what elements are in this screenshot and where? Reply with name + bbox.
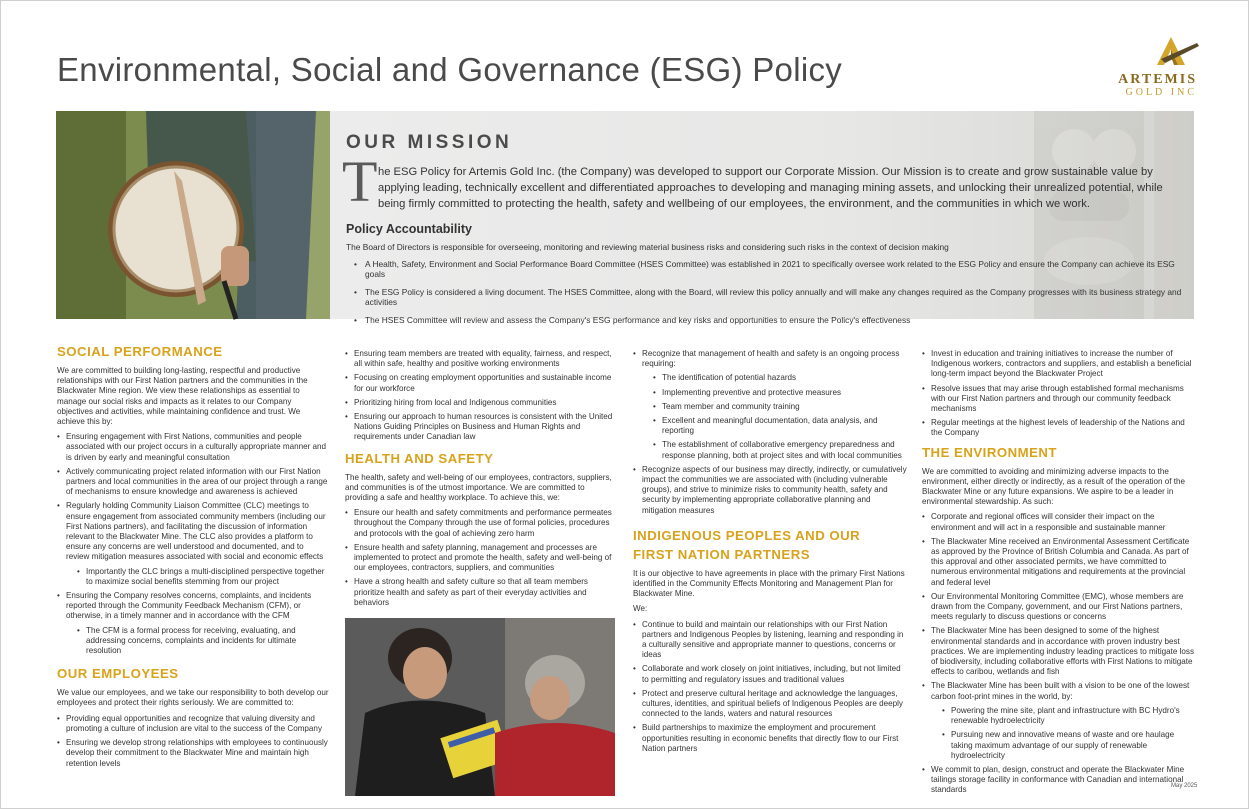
list-item [57, 591, 329, 656]
list-item: • Invest in education and training initiatives to increase the number of Indigenous workers, contractors and suppliers, and establish a beneficial long-term impact beyond the Blackwater Project [922, 349, 1196, 380]
list-item: • Ensuring team members are treated with equality, fairness, and respect, all within safe, healthy and positive working environments [345, 349, 617, 369]
list-item: • Recognize aspects of our business may directly, indirectly, or cumulatively impact the communities we are associated with (including vulnerable groups), and strive to minimize risks to community health, safety and security by implementing appropriate collaborative planning and mitigation measures [633, 465, 907, 516]
health-list [345, 508, 617, 608]
page-title: Environmental, Social and Governance (ESG) Policy [57, 51, 843, 88]
social-list [57, 432, 329, 656]
indigenous-list [633, 620, 907, 754]
employees-intro: We value our employees, and we take our responsibility to both develop our employees and protect their rights seriously. We are committed to: [57, 688, 329, 708]
list-item: • Focusing on creating employment opportunities and sustainable income for our workforce [345, 373, 617, 393]
list-item: • A Health, Safety, Environment and Social Performance Board Committee (HSES Committee) was established in 2021 to specifically oversee work related to the ESG Policy and ensure the Company can achieve its ESG goals [346, 259, 1186, 279]
community-meeting-photo [345, 618, 615, 796]
indigenous-list-continued [922, 349, 1196, 439]
sub-list-item: • Importantly the CLC brings a multi-disciplined perspective together to maximize social benefits stemming from our project [66, 567, 329, 587]
sub-list [642, 373, 907, 460]
list-item: • Providing equal opportunities and recognize that valuing diversity and promoting a culture of inclusion are vital to the success of the Company [57, 714, 329, 734]
column-4 [922, 349, 1196, 800]
indigenous-intro: It is our objective to have agreements in place with the primary First Nations identified in the Community Effects Monitoring and Management Plan for Blackwater Mine. [633, 568, 905, 599]
sub-list-item: • Implementing preventive and protective measures [642, 388, 907, 398]
list-item-text: Regularly holding Community Liaison Committee (CLC) meetings to ensure engagement from associated community members (including our First Nations partners), and facilitating the discussion of information relevant to the Blackwater Mine. The CLC also provides a platform to ensure any concerns are well understood and documented, and to review mitigation measures associated with social and economic effects [66, 501, 326, 562]
column-3 [633, 349, 907, 758]
list-item [57, 501, 329, 587]
accountability-list [346, 259, 1186, 325]
list-item: • Corporate and regional offices will consider their impact on the environment and will act in a responsible and sustainable manner [922, 512, 1196, 532]
list-item: • Ensure our health and safety commitments and performance permeates throughout the Company through the use of formal policies, procedures and protocols with the goal of achieving zero harm [345, 508, 617, 539]
sub-list [66, 626, 329, 657]
social-performance-heading: SOCIAL PERFORMANCE [57, 344, 223, 359]
list-item: • Ensure health and safety planning, management and processes are implemented to protect and promote the health, safety and well-being of our employees, contractors, suppliers, and communities [345, 543, 617, 574]
list-item: • The Blackwater Mine has been designed to some of the highest environmental standards and in accordance with proven industry best practices. We are implementing industry leading practices to mitigate loss of biodiversity, including collaborative efforts with First Nations to mitigate effects to caribou, wetlands and fish [922, 626, 1196, 677]
health-safety-heading: HEALTH AND SAFETY [345, 450, 494, 466]
our-employees-heading: OUR EMPLOYEES [57, 666, 179, 682]
list-item: • Ensuring we develop strong relationships with employees to continuously develop their commitment to the Blackwater Mine and maintain high retention levels [57, 738, 329, 769]
column-1 [57, 342, 329, 773]
list-item: • The Blackwater Mine received an Environmental Assessment Certificate as approved by the Province of British Columbia and Canada. As part of this approval and other associated permits, we have committed to numerous environmental mitigations and requirements at the provincial and federal level [922, 537, 1196, 588]
accountability-intro: The Board of Directors is responsible for overseeing, monitoring and reviewing material business risks and considering such risks in the context of decision making [346, 242, 949, 252]
list-item: • Ensuring engagement with First Nations, communities and people associated with our project occurs in a culturally appropriate manner and is driven by early and meaningful consultation [57, 432, 329, 463]
sub-list-item: • Pursuing new and innovative means of waste and ore haulage taking maximum advantage of our supply of renewable hydroelectricity [931, 730, 1196, 761]
issue-date: May 2025 [1171, 783, 1198, 789]
sub-list-item: • Team member and community training [642, 402, 907, 412]
indigenous-we: We: [633, 604, 648, 614]
health-list-continued [633, 349, 907, 516]
list-item: • Protect and preserve cultural heritage and acknowledge the languages, cultures, identities, and spiritual beliefs of Indigenous Peoples are deeply connected to the lands, waters and natural resources [633, 689, 907, 720]
list-item: • Build partnerships to maximize the employment and procurement opportunities resulting in economic benefits that directly flow to our First Nation partners [633, 723, 907, 754]
list-item-text: The Blackwater Mine has been built with a vision to be one of the lowest carbon foot-print mines in the world, by: [931, 681, 1190, 701]
employees-list-continued [345, 349, 617, 443]
list-item: • Actively communicating project related information with our First Nation partners and local communities in the area of our project through a range of mechanisms to ensure knowledge and awareness is achieved [57, 467, 329, 498]
environment-list [922, 512, 1196, 795]
list-item: • Resolve issues that may arise through established formal mechanisms with our First Nation partners and through our community feedback mechanisms [922, 384, 1196, 415]
sub-list-item: • The identification of potential hazards [642, 373, 907, 383]
list-item: • The HSES Committee will review and assess the Company's ESG performance and key risks and opportunities to ensure the Policy's effectiveness [346, 315, 1186, 325]
list-item: • Have a strong health and safety culture so that all team members prioritize health and safety as part of their everyday activities and behaviors [345, 577, 617, 608]
employees-list [57, 714, 329, 769]
list-item: • Ensuring our approach to human resources is consistent with the United Nations Guiding Principles on Business and Human Rights and requirements under Canadian law [345, 412, 617, 443]
health-intro: The health, safety and well-being of our employees, contractors, suppliers, and communities is of the utmost importance. We are committed to providing a safe and healthy workplace. To achieve this, we: [345, 472, 612, 503]
logo-wordmark-line2: GOLD INC [1125, 87, 1197, 98]
policy-accountability-body [346, 242, 1186, 333]
mission-heading: OUR MISSION [346, 132, 513, 153]
list-item: • Continue to build and maintain our relationships with our First Nation partners and Indigenous Peoples by listening, learning and responding in a culturally sensitive and appropriate manner to questions, concerns or ideas [633, 620, 907, 661]
list-item: • The ESG Policy is considered a living document. The HSES Committee, along with the Board, will review this policy annually and will make any changes required as the Company progresses with its business strategy and activities [346, 287, 1186, 307]
sub-list [931, 706, 1196, 761]
list-item: • Collaborate and work closely on joint initiatives, including, but not limited to permitting and regulatory issues and traditional values [633, 664, 907, 684]
list-item-text: Recognize that management of health and safety is an ongoing process requiring: [642, 349, 900, 369]
list-item: • Prioritizing hiring from local and Indigenous communities [345, 398, 617, 408]
list-item: • Our Environmental Monitoring Committee (EMC), whose members are drawn from the Company, government, and our First Nations partners, meets regularly to discuss questions or concerns [922, 592, 1196, 623]
sub-list-item: • The establishment of collaborative emergency preparedness and response planning, both at project sites and with local communities [642, 440, 907, 460]
sub-list-item: • Excellent and meaningful documentation, data analysis, and reporting [642, 416, 907, 436]
sub-list-item: • The CFM is a formal process for receiving, evaluating, and addressing concerns, complaints and incidents for ultimate resolution [66, 626, 329, 657]
environment-intro: We are committed to avoiding and minimizing adverse impacts to the environment, either directly or indirectly, as a result of the operation of the Blackwater Mine or any future expansions. We aspire to be a leader in environmental stewardship. As such: [922, 466, 1186, 507]
list-item: • Regular meetings at the highest levels of leadership of the Nations and the Company [922, 418, 1196, 438]
policy-accountability-heading: Policy Accountability [346, 222, 472, 236]
list-item-text: Ensuring the Company resolves concerns, complaints, and incidents reported through the Community Feedback Mechanism (CFM), or otherwise, in a timely manner and in accordance with the CFM [66, 591, 312, 621]
list-item: • We commit to plan, design, construct and operate the Blackwater Mine tailings storage facility in conformance with Canadian and international standards [922, 765, 1196, 796]
artemis-logo [1119, 35, 1199, 97]
environment-heading: THE ENVIRONMENT [922, 444, 1057, 460]
sub-list [66, 567, 329, 587]
mission-panel [330, 111, 1194, 325]
logo-wordmark-line1: ARTEMIS [1118, 72, 1197, 87]
sub-list-item: • Powering the mine site, plant and infrastructure with BC Hydro's renewable hydroelectricity [931, 706, 1196, 726]
hand-drum-photo [56, 111, 330, 319]
list-item [922, 681, 1196, 760]
mission-dropcap: T [342, 149, 378, 214]
artemis-logo-icon [1141, 35, 1199, 71]
indigenous-peoples-heading: INDIGENOUS PEOPLES AND OUR FIRST NATION PARTNERS [633, 527, 861, 562]
social-intro: We are committed to building long-lasting, respectful and productive relationships with our First Nation partners and the communities in the Blackwater Mine region. We view these relationships as essential to manage our social risks and impacts as it relates to our Company objectives and activities, while maintaining confidence and trust. We achieve this by: [57, 366, 308, 427]
list-item [633, 349, 907, 461]
column-2 [345, 349, 617, 612]
mission-statement: he ESG Policy for Artemis Gold Inc. (the Company) was developed to support our Corporate Mission. Our Mission is to create and grow sustainable value by applying leading, technically excellent and differentiated approaches to developing and managing mining assets, and unlocking their unrealized potential, while being firmly committed to protecting the health, safety and wellbeing of our employees, the environment, and the communities in which we work. [378, 166, 1163, 210]
